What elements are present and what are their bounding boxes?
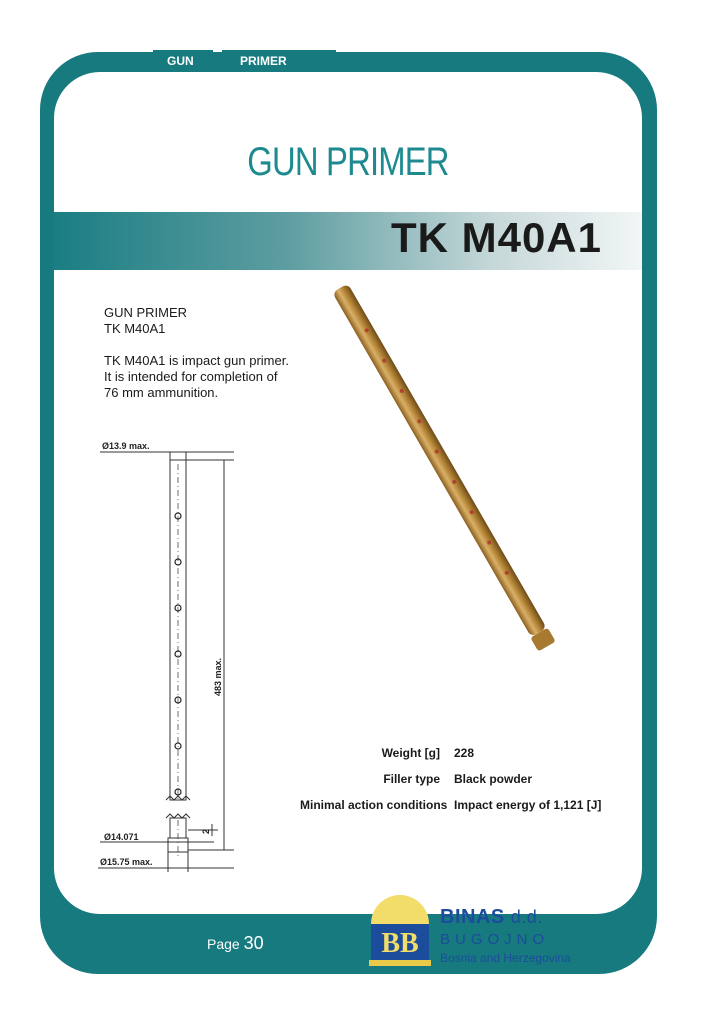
page-label: Page <box>207 936 240 952</box>
dim-base-diameter: Ø15.75 max. <box>100 857 153 867</box>
desc-line-1: GUN PRIMER <box>104 305 188 320</box>
spec-value: Impact energy of 1,121 [J] <box>454 798 602 812</box>
spec-label: Weight [g] <box>381 746 440 760</box>
desc-text-2: It is intended for completion of <box>104 369 278 384</box>
company-country: Bosnia and Herzegovina <box>440 951 571 965</box>
company-brand <box>440 906 571 965</box>
page-number <box>207 933 264 954</box>
desc-text-3: 76 mm ammunition. <box>104 385 219 400</box>
page-number-value: 30 <box>243 933 264 953</box>
dim-tip-length: 2 <box>201 828 211 834</box>
technical-drawing <box>94 438 254 878</box>
desc-line-2: TK M40A1 <box>104 321 166 336</box>
company-suffix: d.d. <box>510 907 543 927</box>
company-city: BUGOJNO <box>440 931 550 948</box>
svg-text:BB: BB <box>381 928 419 959</box>
spec-label: Filler type <box>383 772 440 786</box>
spec-value: 228 <box>454 746 475 760</box>
product-band <box>54 212 642 270</box>
company-name-text: BINAS <box>440 906 505 928</box>
company-name <box>440 906 571 929</box>
header-tab-gun: GUN <box>153 50 213 72</box>
desc-text-1: TK M40A1 is impact gun primer. <box>104 353 289 368</box>
dim-length: 483 max. <box>213 657 223 696</box>
dim-mid-diameter: Ø14.071 <box>104 832 139 842</box>
page-title: GUN PRIMER <box>247 140 449 184</box>
product-code: TK M40A1 <box>390 214 602 261</box>
header-tab-primer: PRIMER <box>222 50 336 72</box>
product-photo <box>320 280 620 710</box>
spec-row-filler <box>300 766 620 792</box>
spec-row-action <box>300 792 620 818</box>
binas-logo-icon <box>369 894 431 966</box>
product-description <box>104 305 289 401</box>
spec-table <box>300 740 620 818</box>
spec-label: Minimal action conditions <box>300 798 448 812</box>
dim-top-diameter: Ø13.9 max. <box>102 441 150 451</box>
spec-value: Black powder <box>454 772 533 786</box>
spec-row-weight <box>300 740 620 766</box>
